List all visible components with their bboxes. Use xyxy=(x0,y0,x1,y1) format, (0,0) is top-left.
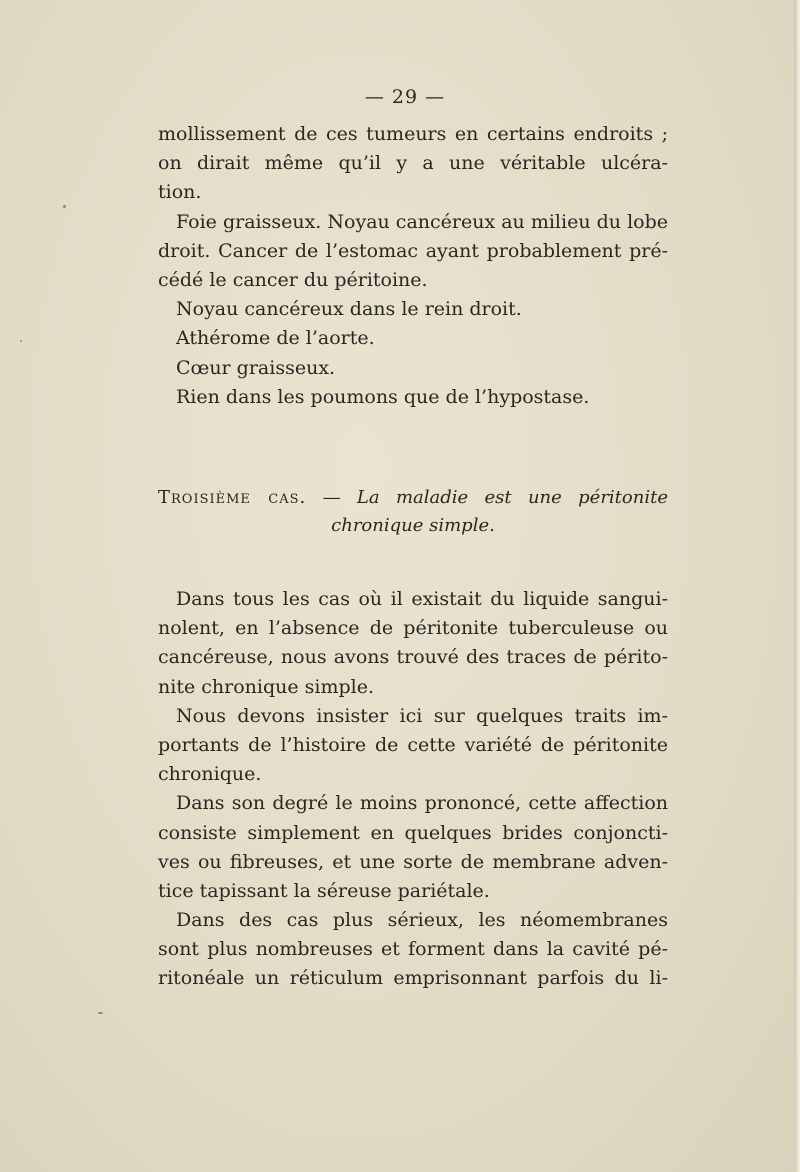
heading-title-part-1: La maladie est une péritonite xyxy=(356,487,668,508)
text-block-chronic-peritonitis xyxy=(158,585,668,994)
text-line: Foie graisseux. Noyau cancéreux au milieu du lobe xyxy=(176,210,668,233)
section-heading xyxy=(158,484,668,540)
text-line: ritonéale un réticulum emprisonnant parfois du li- xyxy=(158,967,668,990)
heading-line-1 xyxy=(158,484,668,512)
text-line: Cœur graisseux. xyxy=(176,356,336,379)
text-line: chronique. xyxy=(158,763,262,786)
text-line: Noyau cancéreux dans le rein droit. xyxy=(176,298,522,321)
text-line: droit. Cancer de l’estomac ayant probablement pré- xyxy=(158,239,668,262)
paper-speck xyxy=(98,1012,103,1014)
text-line: cancéreuse, nous avons trouvé des traces de périto- xyxy=(158,646,668,669)
text-line: cédé le cancer du péritoine. xyxy=(158,268,428,291)
text-line: sont plus nombreuses et forment dans la cavité pé- xyxy=(158,938,668,961)
text-line: nite chronique simple. xyxy=(158,675,374,698)
text-line: ves ou fibreuses, et une sorte de membrane adven- xyxy=(158,850,668,873)
page-number: — 29 — xyxy=(364,86,446,108)
text-line: Rien dans les poumons que de l’hypostase. xyxy=(176,385,590,408)
paper-speck xyxy=(20,340,22,342)
heading-dash: — xyxy=(322,487,341,508)
text-line: Nous devons insister ici sur quelques traits im- xyxy=(176,704,668,727)
heading-title-part-2: chronique simple. xyxy=(331,515,495,536)
page-edge xyxy=(794,0,800,1172)
text-line: tice tapissant la séreuse pariétale. xyxy=(158,879,490,902)
text-line: Dans son degré le moins prononcé, cette affection xyxy=(176,792,668,815)
text-line: Athérome de l’aorte. xyxy=(176,327,375,350)
text-line: mollissement de ces tumeurs en certains endroits ; xyxy=(158,123,668,145)
text-line: on dirait même qu’il y a une véritable ulcéra- xyxy=(158,152,668,175)
text-line: portants de l’histoire de cette variété de péritonite xyxy=(158,733,668,756)
text-line: Dans tous les cas où il existait du liquide sangui- xyxy=(176,588,668,610)
text-line: Dans des cas plus sérieux, les néomembranes xyxy=(176,909,668,932)
paper-speck xyxy=(63,205,66,208)
text-line: tion. xyxy=(158,181,202,204)
text-line: consiste simplement en quelques brides conjoncti- xyxy=(158,821,668,844)
text-line: nolent, en l’absence de péritonite tuberculeuse ou xyxy=(158,617,668,640)
text-block-case-two-findings xyxy=(158,120,668,412)
heading-label: Troisième cas. xyxy=(158,487,307,508)
